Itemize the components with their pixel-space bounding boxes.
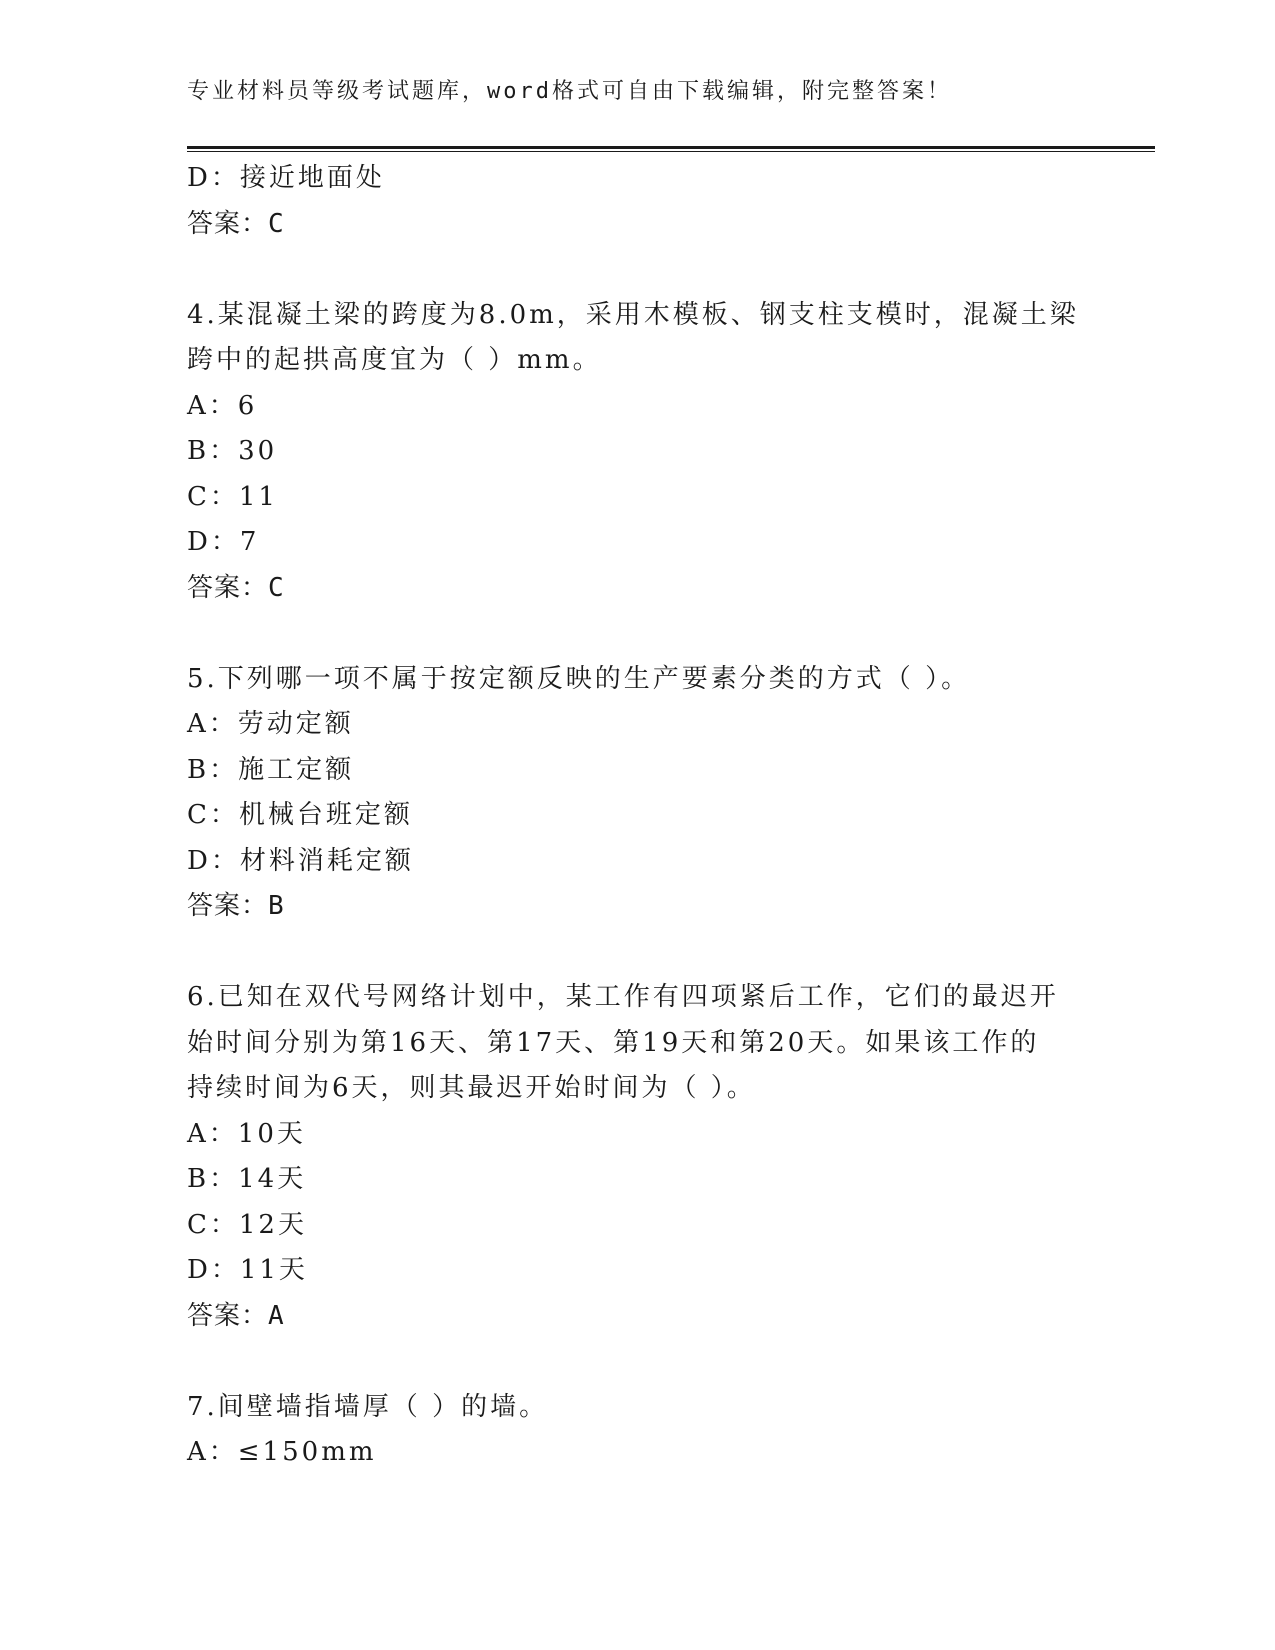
option-a: A：10天 xyxy=(187,1118,306,1149)
answer: 答案：C xyxy=(187,572,285,603)
question-stem: 5.下列哪一项不属于按定额反映的生产要素分类的方式（ ）。 xyxy=(187,663,971,694)
question-stem: 6.已知在双代号网络计划中，某工作有四项紧后工作，它们的最迟开 xyxy=(187,982,1059,1012)
option-b: B：30 xyxy=(187,436,278,466)
page-header: 专业材料员等级考试题库，word格式可自由下载编辑，附完整答案！ xyxy=(187,79,952,104)
option-d: D：材料消耗定额 xyxy=(187,845,414,876)
option-b: B：施工定额 xyxy=(187,754,355,785)
spacer xyxy=(187,1339,1067,1385)
header-rule-thick xyxy=(187,146,1155,149)
question-7 xyxy=(187,1385,1067,1476)
answer: 答案：C xyxy=(187,208,285,239)
question-list xyxy=(187,156,1079,1476)
question-4 xyxy=(187,293,1079,612)
header-rule-thin xyxy=(187,151,1155,152)
option-a: A：劳动定额 xyxy=(187,709,354,739)
question-stem: 7.间壁墙指墙厚（ ）的墙。 xyxy=(187,1391,549,1422)
option-c: C：12天 xyxy=(187,1209,307,1240)
option-a: A：6 xyxy=(187,390,258,421)
option-d: D：7 xyxy=(187,527,260,557)
spacer xyxy=(187,930,1067,976)
question-5 xyxy=(187,657,1067,930)
question-6 xyxy=(187,975,1067,1339)
option-d: D：接近地面处 xyxy=(187,163,385,193)
question-stem: 始时间分别为第16天、第17天、第19天和第20天。如果该工作的 xyxy=(187,1027,1040,1058)
spacer xyxy=(187,611,1067,657)
option-d: D：11天 xyxy=(187,1255,308,1285)
question-stem: 4.某混凝土梁的跨度为8.0m，采用木模板、钢支柱支模时，混凝土梁 xyxy=(187,299,1079,330)
question-stem: 持续时间为6天，则其最迟开始时间为（ ）。 xyxy=(187,1073,756,1103)
option-b: B：14天 xyxy=(187,1164,307,1194)
option-c: C：11 xyxy=(187,481,278,512)
answer: 答案：B xyxy=(187,891,285,921)
spacer xyxy=(187,247,1067,293)
option-a: A：≤150mm xyxy=(187,1437,377,1467)
question-stem: 跨中的起拱高度宜为（ ）mm。 xyxy=(187,345,602,375)
option-c: C：机械台班定额 xyxy=(187,800,413,830)
answer: 答案：A xyxy=(187,1300,285,1331)
